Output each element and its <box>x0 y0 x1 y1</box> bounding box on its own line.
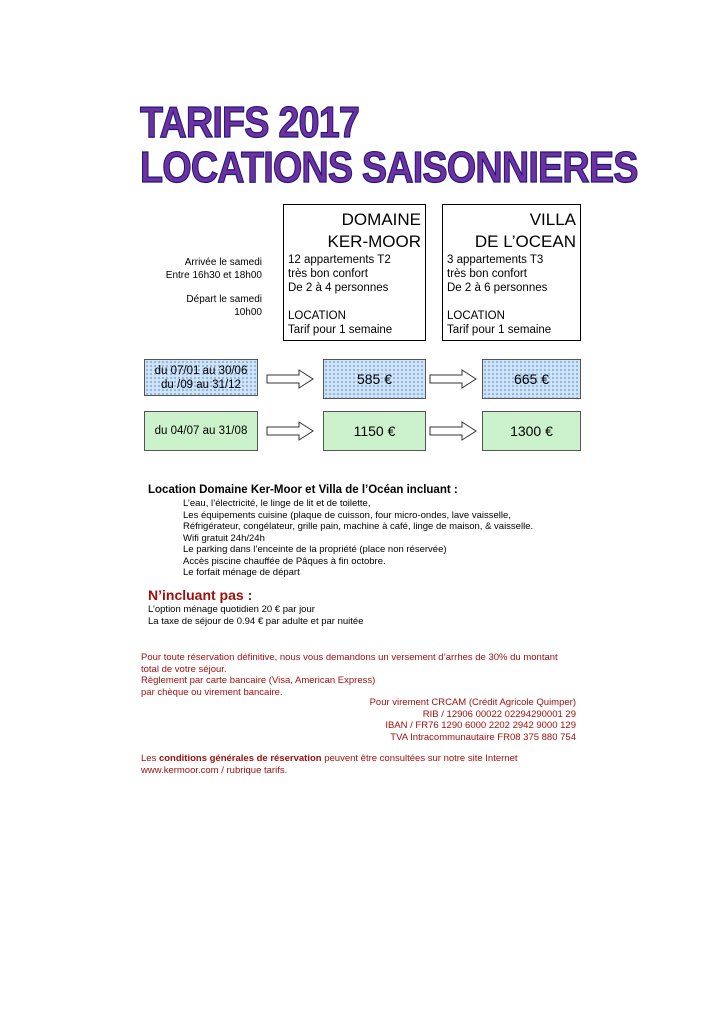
reservation-line-1: Pour toute réservation définitive, nous vous demandons un versement d’arrhes de 30% du montant <box>141 652 558 663</box>
domaine-name-2: KER-MOOR <box>327 232 421 251</box>
arrival-day: Arrivée le samedi <box>184 257 262 268</box>
period-high-line-1: du 04/07 au 31/08 <box>154 425 248 437</box>
departure-info <box>130 293 262 319</box>
domaine-rate-note: Tarif pour 1 semaine <box>288 324 393 336</box>
reservation-line-2: total de votre séjour. <box>141 663 227 675</box>
excluded-title: N’incluant pas : <box>148 587 253 603</box>
arrow-right-icon <box>428 369 478 389</box>
list-item: Les équipements cuisine (plaque de cuisson, four micro-ondes, lave vaisselle, <box>183 509 511 521</box>
bank-vat: TVA Intracommunautaire FR08 375 880 754 <box>390 731 576 743</box>
domaine-comfort: très bon confort <box>288 268 368 280</box>
domaine-capacity: De 2 à 4 personnes <box>288 282 389 294</box>
departure-day: Départ le samedi <box>186 294 262 305</box>
reservation-line-4: par chèque ou virement bancaire. <box>141 686 283 698</box>
conditions-website: www.kermoor.com / rubrique tarifs. <box>141 764 288 776</box>
price-domaine-high-value: 1150 € <box>353 423 396 439</box>
domaine-apartments: 12 appartements T2 <box>288 254 391 266</box>
title-line-1: TARIFS 2017 <box>140 98 360 147</box>
conditions-info <box>141 753 581 776</box>
reservation-info <box>141 652 581 698</box>
included-title: Location Domaine Ker-Moor et Villa de l’Océan incluant : <box>148 484 458 496</box>
villa-location: LOCATION <box>447 310 505 322</box>
list-item: L’option ménage quotidien 20 € par jour <box>148 604 315 615</box>
conditions-suffix: peuvent être consultées sur notre site Internet <box>321 753 518 764</box>
list-item: Wifi gratuit 24h/24h <box>183 532 265 544</box>
price-domaine-low-value: 585 € <box>356 371 393 387</box>
arrival-time: Entre 16h30 et 18h00 <box>165 270 262 281</box>
excluded-list <box>148 604 364 627</box>
conditions-line-1 <box>141 753 581 765</box>
period-high-season <box>144 411 258 451</box>
price-villa-high <box>482 411 581 451</box>
price-domaine-high <box>323 411 426 451</box>
bank-iban: IBAN / FR76 1290 6000 2202 2942 9000 129 <box>385 720 576 731</box>
list-item: La taxe de séjour de 0.94 € par adulte et par nuitée <box>148 615 364 627</box>
period-low-season <box>144 359 258 396</box>
price-villa-high-value: 1300 € <box>510 423 553 439</box>
arrival-info <box>130 256 262 282</box>
list-item: Le forfait ménage de départ <box>183 567 300 578</box>
domaine-card <box>283 204 426 341</box>
arrow-right-icon <box>428 421 478 441</box>
bank-rib: RIB / 12906 00022 02294290001 29 <box>422 708 576 720</box>
villa-apartments: 3 appartements T3 <box>447 254 544 266</box>
list-item: L’eau, l’électricité, le linge de lit et de toilette, <box>183 498 371 509</box>
price-domaine-low <box>323 359 426 399</box>
title-line-2: LOCATIONS SAISONNIERES <box>140 143 638 192</box>
villa-comfort: très bon confort <box>447 268 527 280</box>
period-low-line-1: du 07/01 au 30/06 <box>154 364 248 377</box>
villa-rate-note: Tarif pour 1 semaine <box>447 324 552 336</box>
included-list <box>183 498 533 579</box>
price-villa-low <box>482 359 581 399</box>
reservation-line-3: Règlement par carte bancaire (Visa, American Express) <box>141 675 376 686</box>
departure-time: 10h00 <box>234 307 262 318</box>
list-item: Le parking dans l’enceinte de la propriété (place non réservée) <box>183 544 447 555</box>
villa-name-1: VILLA <box>529 210 576 229</box>
price-villa-low-value: 665 € <box>513 371 550 387</box>
conditions-link-text: conditions générales de réservation <box>158 753 322 764</box>
villa-name-2: DE L’OCEAN <box>474 232 576 251</box>
villa-capacity: De 2 à 6 personnes <box>447 282 548 294</box>
bank-info <box>300 697 576 743</box>
bank-line-1: Pour virement CRCAM (Crédit Agricole Quimper) <box>369 697 576 708</box>
arrow-right-icon <box>265 421 315 441</box>
period-low-line-2: du /09 au 31/12 <box>161 378 241 391</box>
conditions-prefix: Les <box>141 753 159 764</box>
list-item: Accès piscine chauffée de Pâques à fin octobre. <box>183 555 386 567</box>
arrow-right-icon <box>265 369 315 389</box>
domaine-location: LOCATION <box>288 310 346 322</box>
domaine-name-1: DOMAINE <box>341 210 421 229</box>
villa-card <box>442 204 581 341</box>
list-item: Réfrigérateur, congélateur, grille pain, machine à café, linge de maison, & vaisselle. <box>183 521 534 532</box>
